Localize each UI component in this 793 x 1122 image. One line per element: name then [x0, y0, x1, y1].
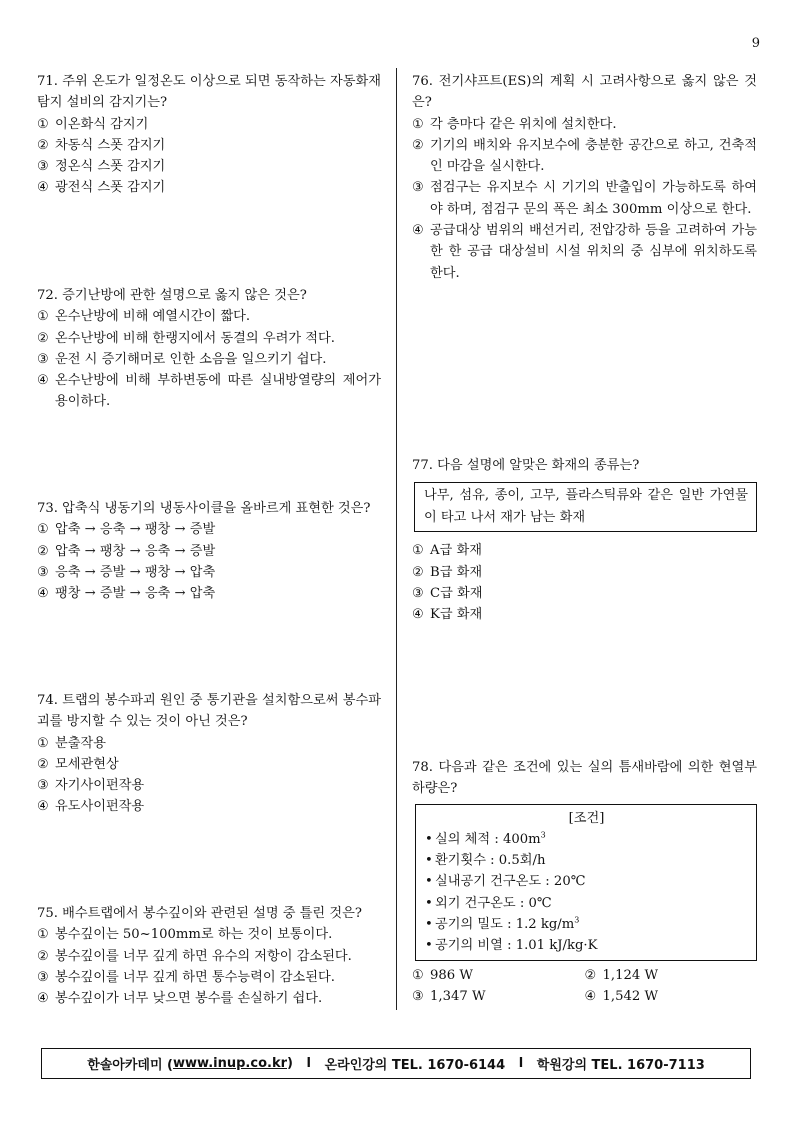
conditions-box [415, 804, 757, 961]
academy-url-link[interactable]: www.inup.co.kr [173, 1056, 287, 1071]
question-stem: 76. 전기샤프트(ES)의 계획 시 고려사항으로 옳지 않은 것은? [412, 74, 757, 111]
question-stem: 75. 배수트랩에서 봉수깊이와 관련된 설명 중 틀린 것은? [37, 906, 362, 921]
condition-air-changes: • 환기횟수 : 0.5회/h [425, 853, 546, 869]
question-74 [37, 690, 381, 818]
academy-name: 한솔아카데미 ( [87, 1058, 174, 1073]
offline-tel: 학원강의 TEL. 1670-7113 [536, 1058, 705, 1073]
option-3: ③ 운전 시 증기해머로 인한 소음을 일으키기 쉽다. [37, 351, 327, 367]
question-73 [37, 498, 381, 604]
option-4: ④ 광전식 스폿 감지기 [37, 180, 166, 196]
option-4: ④ K급 화재 [412, 607, 483, 623]
option-4: ④ 팽창 → 증발 → 응축 → 압축 [37, 586, 216, 602]
option-2: ② 1,124 W [584, 967, 658, 983]
option-3: ③ 봉수깊이를 너무 깊게 하면 통수능력이 감소된다. [37, 969, 335, 985]
question-stem: 73. 압축식 냉동기의 냉동사이클을 올바르게 표현한 것은? [37, 501, 371, 516]
option-3: ③ 정온식 스폿 감지기 [37, 159, 166, 175]
option-1: ① 분출작용 [37, 735, 106, 751]
question-stem: 71. 주위 온도가 일정온도 이상으로 되면 동작하는 자동화재탐지 설비의 감지기는? [37, 74, 381, 111]
question-stem: 77. 다음 설명에 알맞은 화재의 종류는? [412, 458, 640, 473]
option-2: ② 모세관현상 [37, 756, 119, 772]
question-75 [37, 903, 381, 1009]
condition-indoor-temp: • 실내공기 건구온도 : 20℃ [425, 874, 586, 890]
option-4: ④ 1,542 W [584, 988, 658, 1004]
condition-specific-heat: • 공기의 비열 : 1.01 kJ/kg·K [425, 938, 598, 954]
online-tel: 온라인강의 TEL. 1670-6144 [324, 1058, 506, 1073]
option-3: ③ 1,347 W [412, 988, 486, 1004]
option-4: ④ 유도사이펀작용 [37, 799, 145, 815]
option-2: ② 차동식 스폿 감지기 [37, 137, 166, 153]
condition-volume: • 실의 체적 : $400m^3$ [425, 830, 546, 847]
question-78 [412, 757, 757, 1007]
option-4: ④ 온수난방에 비해 부하변동에 따른 실내방열량의 제어가 용이하다. [37, 373, 381, 410]
condition-outdoor-temp: • 외기 건구온도 : 0℃ [425, 895, 552, 911]
option-2: ② B급 화재 [412, 564, 483, 580]
column-divider [396, 68, 397, 1010]
page-number: 9 [751, 36, 760, 51]
footer-banner: 한솔아카데미 ( www.inup.co.kr ) l 온라인강의 TEL. 1670-6144 l 학원강의 TEL. 1670-7113 [41, 1048, 751, 1079]
question-71 [37, 71, 381, 199]
option-1: ① 봉수깊이는 50~100mm로 하는 것이 보통이다. [37, 927, 333, 943]
question-77 [412, 455, 757, 625]
option-2: ② 압축 → 팽창 → 응축 → 증발 [37, 543, 216, 559]
conditions-title: [조건] [568, 810, 605, 826]
option-3: ③ 점검구는 유지보수 시 기기의 반출입이 가능하도록 하여야 하며, 점검구 문의 폭은 최소 300mm 이상으로 한다. [412, 180, 757, 217]
option-2: ② 기기의 배치와 유지보수에 충분한 공간으로 하고, 건축적인 마감을 실시한다. [412, 137, 757, 175]
description-box: 나무, 섬유, 종이, 고무, 플라스틱류와 같은 일반 가연물이 타고 나서 재가 남는 화재 [414, 482, 757, 532]
option-1: ① 이온화식 감지기 [37, 116, 149, 132]
option-1: ① 986 W [412, 967, 473, 983]
option-4: ④ 공급대상 범위의 배선거리, 전압강하 등을 고려하여 가능한 한 공급 대상설비 시설 위치의 중 심부에 위치하도록 한다. [412, 223, 757, 281]
option-4: ④ 봉수깊이가 너무 낮으면 봉수를 손실하기 쉽다. [37, 991, 323, 1007]
question-stem: 74. 트랩의 봉수파괴 원인 중 통기관을 설치함으로써 봉수파괴를 방지할 수 있는 것이 아닌 것은? [37, 693, 381, 730]
option-3: ③ 자기사이펀작용 [37, 778, 145, 794]
option-1: ① 각 층마다 같은 위치에 설치한다. [412, 116, 617, 132]
option-1: ① 압축 → 응축 → 팽창 → 증발 [37, 522, 216, 538]
option-2: ② 온수난방에 비해 한랭지에서 동결의 우려가 적다. [37, 330, 335, 346]
question-76 [412, 71, 757, 284]
question-72 [37, 285, 381, 413]
question-stem: 72. 증기난방에 관한 설명으로 옳지 않은 것은? [37, 288, 307, 303]
condition-air-density: • 공기의 밀도 : 1.2 $kg/m^3$ [425, 915, 580, 933]
option-3: ③ 응축 → 증발 → 팽창 → 압축 [37, 564, 216, 580]
question-stem: 78. 다음과 같은 조건에 있는 실의 틈새바람에 의한 현열부하량은? [412, 760, 757, 797]
separator: l [518, 1056, 524, 1071]
option-1: ① 온수난방에 비해 예열시간이 짧다. [37, 309, 251, 325]
option-3: ③ C급 화재 [412, 585, 483, 601]
options-grid [412, 965, 757, 1008]
separator: l [306, 1056, 311, 1071]
option-2: ② 봉수깊이를 너무 깊게 하면 유수의 저항이 감소된다. [37, 948, 352, 964]
option-1: ① A급 화재 [412, 543, 482, 559]
